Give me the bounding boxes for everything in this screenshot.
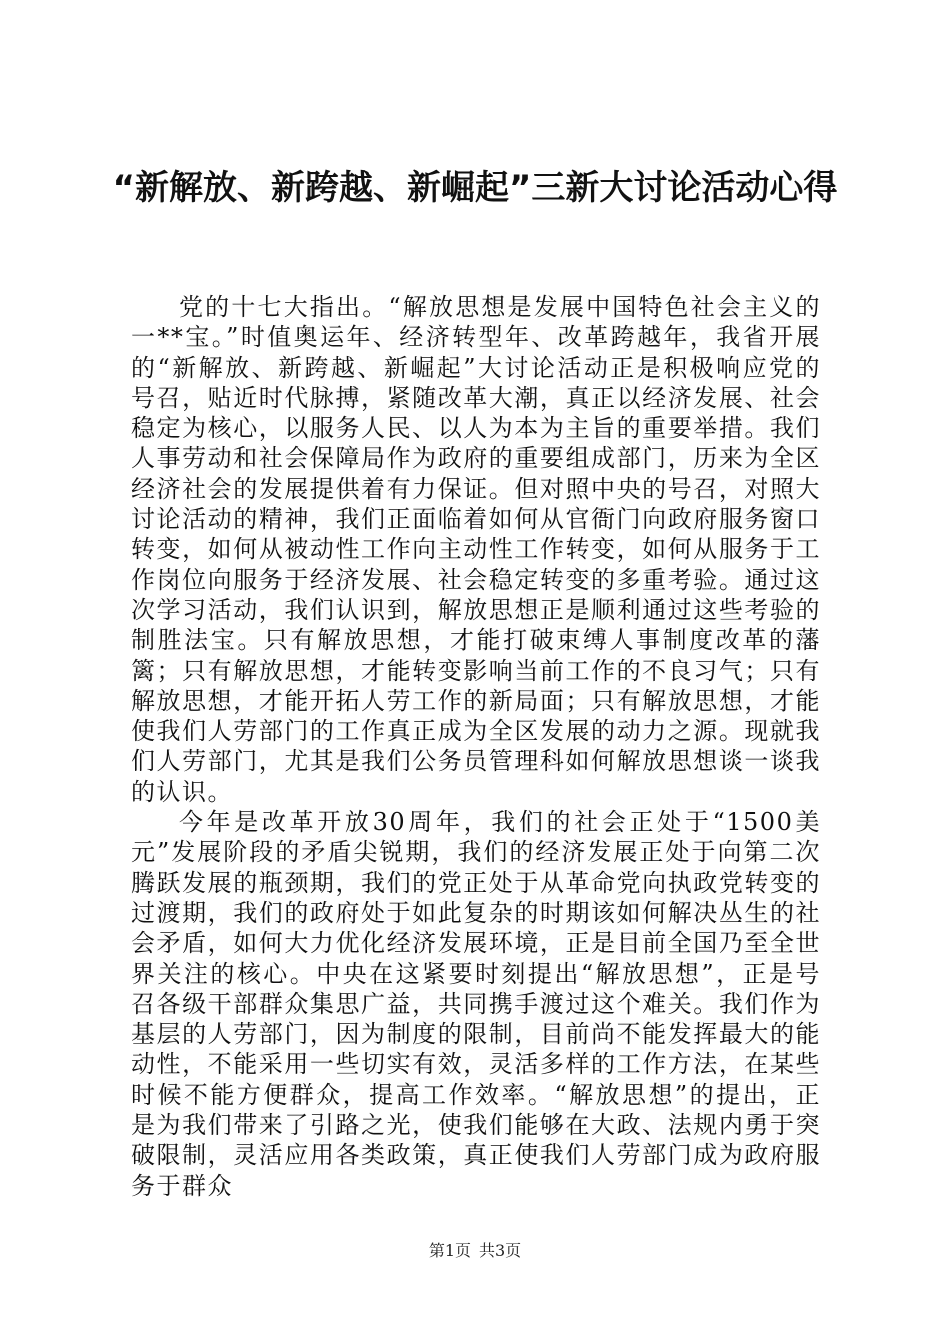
page-number: 第1页 bbox=[428, 1241, 471, 1260]
document-body bbox=[131, 292, 821, 1201]
paragraph-2: 今年是改革开放30周年，我们的社会正处于“1500美元”发展阶段的矛盾尖锐期，我们的经济发展正处于向第二次腾跃发展的瓶颈期，我们的党正处于从革命党向执政党转变的过渡期，我们的政府处于如此复杂的时期该如何解决丛生的社会矛盾，如何大力优化经济发展环境，正是目前全国乃至全世界关注的核心。中央在这紧要时刻提出“解放思想”，正是号召各级干部群众集思广益，共同携手渡过这个难关。我们作为基层的人劳部门，因为制度的限制，目前尚不能发挥最大的能动性，不能采用一些切实有效，灵活多样的工作方法，在某些时候不能方便群众，提高工作效率。“解放思想”的提出，正是为我们带来了引路之光，使我们能够在大政、法规内勇于突破限制，灵活应用各类政策，真正使我们人劳部门成为政府服务于群众 bbox=[131, 808, 821, 1200]
document-title: “新解放、新跨越、新崛起”三新大讨论活动心得 bbox=[112, 168, 838, 208]
page-footer bbox=[0, 1241, 950, 1261]
page-total: 共3页 bbox=[479, 1241, 522, 1260]
paragraph-1: 党的十七大指出。“解放思想是发展中国特色社会主义的一**宝。”时值奥运年、经济转型年、改革跨越年，我省开展的“新解放、新跨越、新崛起”大讨论活动正是积极响应党的号召，贴近时代脉搏，紧随改革大潮，真正以经济发展、社会稳定为核心，以服务人民、以人为本为主旨的重要举措。我们人事劳动和社会保障局作为政府的重要组成部门，历来为全区经济社会的发展提供着有力保证。但对照中央的号召，对照大讨论活动的精神，我们正面临着如何从官衙门向政府服务窗口转变，如何从被动性工作向主动性工作转变，如何从服务于工作岗位向服务于经济发展、社会稳定转变的多重考验。通过这次学习活动，我们认识到，解放思想正是顺利通过这些考验的制胜法宝。只有解放思想，才能打破束缚人事制度改革的藩篱；只有解放思想，才能转变影响当前工作的不良习气；只有解放思想，才能开拓人劳工作的新局面；只有解放思想，才能使我们人劳部门的工作真正成为全区发展的动力之源。现就我们人劳部门，尤其是我们公务员管理科如何解放思想谈一谈我的认识。 bbox=[131, 293, 821, 806]
